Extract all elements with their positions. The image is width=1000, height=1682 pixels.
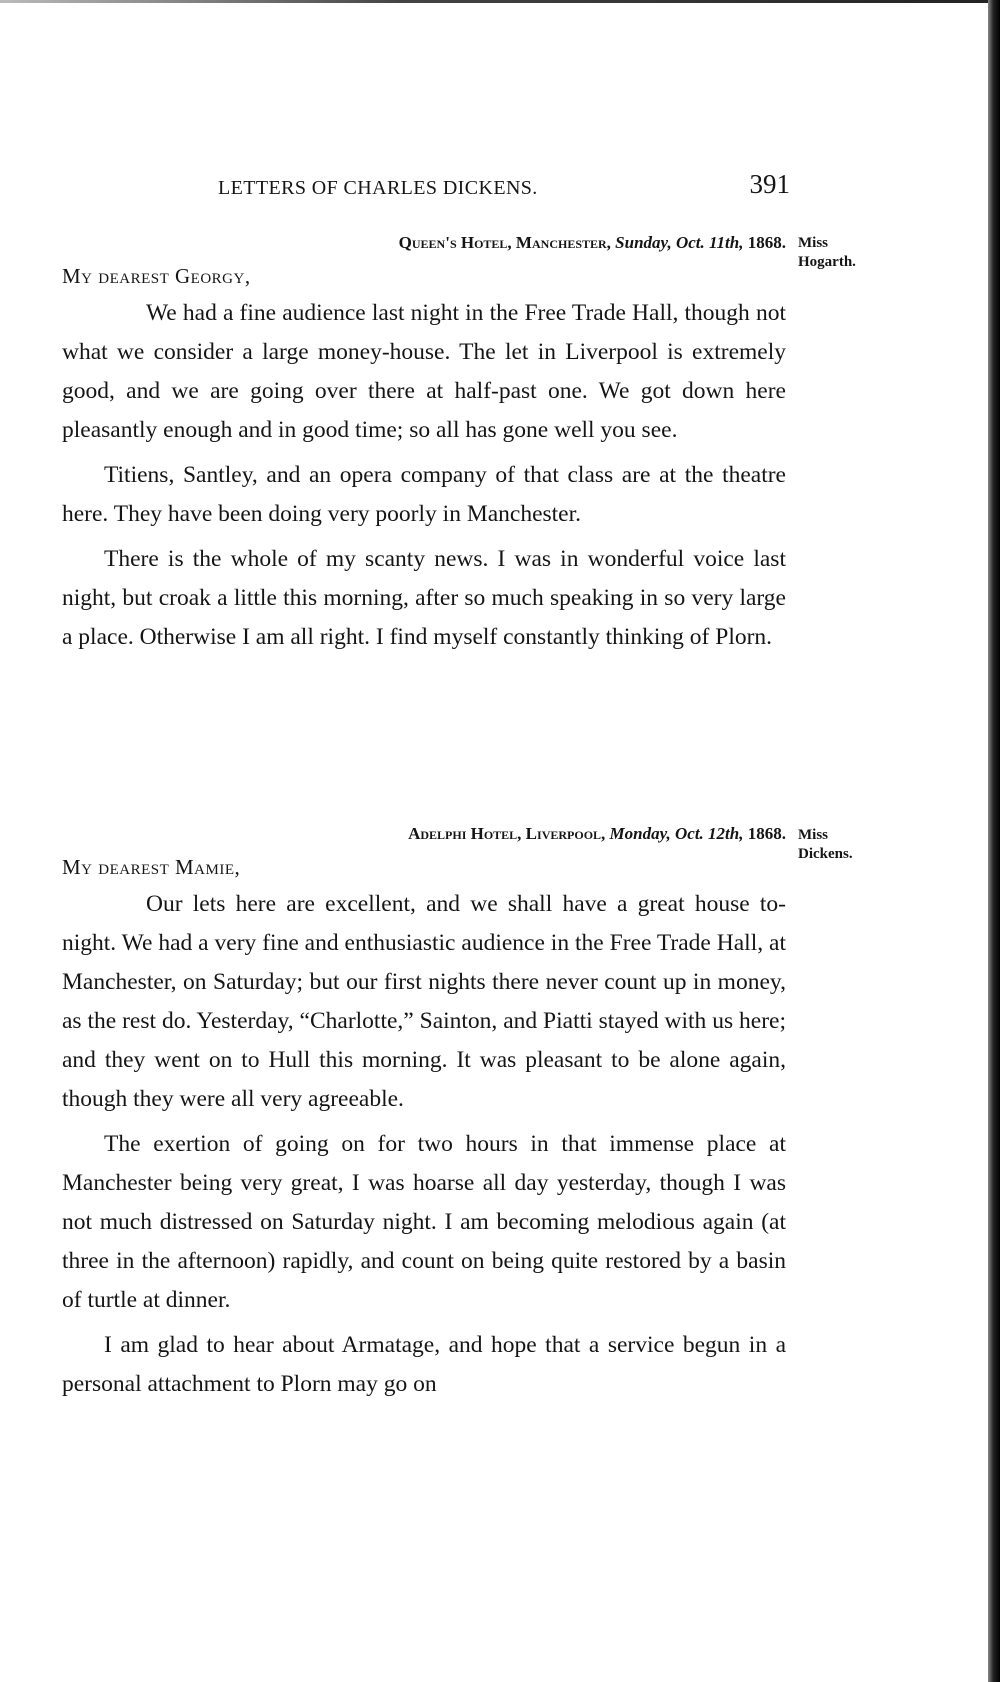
dateline-day: Sunday, Oct. 11th, [615, 233, 744, 252]
letter-salutation: My dearest Mamie, [62, 855, 241, 879]
dateline-year: 1868. [747, 233, 786, 252]
recipient-margin-note: Miss Dickens. [798, 827, 853, 862]
letter-paragraph: There is the whole of my scanty news. I was in wonderful voice last night, but croak a little this morning, after so much speaking in so very large a place. Otherwise I am all right. I find myself constantly thinking of Plorn. [62, 546, 786, 650]
page-number: 391 [749, 169, 790, 199]
page-top-edge [0, 0, 1000, 3]
letter-paragraph: Our lets here are excellent, and we shall have a great house to-night. We had a very fine and enthusiastic audience in the Free Trade Hall, at Manchester, on Saturday; but our first nights there never count up in money, as the rest do. Yesterday, “Charlotte,” Sainton, and Piatti stayed with us here; and they went on to Hull this morning. It was pleasant to be alone again, though they were all very agreeable. [62, 891, 786, 1112]
dateline-place: Queen's Hotel, Manchester, [398, 233, 611, 252]
letter-georgy [62, 232, 786, 657]
running-header [218, 166, 790, 200]
recipient-margin-note: Miss Hogarth. [798, 235, 856, 270]
letter-paragraph: The exertion of going on for two hours in that immense place at Manchester being very great, I was hoarse all day yesterday, though I was not much distressed on Saturday night. I am becoming melodious again (at three in the afternoon) rapidly, and count on being quite restored by a basin of turtle at dinner. [62, 1131, 786, 1313]
dateline-day: Monday, Oct. 12th, [609, 824, 744, 843]
page-binding-edge [988, 0, 1000, 1682]
dateline-year: 1868. [747, 824, 786, 843]
dateline-place: Adelphi Hotel, Liverpool, [408, 824, 606, 843]
letter-paragraph: Titiens, Santley, and an opera company of that class are at the theatre here. They have been doing very poorly in Manchester. [62, 462, 786, 527]
letter-dateline [62, 232, 786, 254]
letter-paragraph: We had a fine audience last night in the Free Trade Hall, though not what we consider a large money-house. The let in Liverpool is extremely good, and we are going over there at half-past one. We got down here pleasantly enough and in good time; so all has gone well you see. [62, 300, 786, 443]
letter-mamie [62, 823, 786, 1404]
letter-salutation: My dearest Georgy, [62, 264, 251, 288]
running-title: LETTERS OF CHARLES DICKENS. [218, 177, 538, 199]
letter-paragraph: I am glad to hear about Armatage, and hope that a service begun in a personal attachment to Plorn may go on [62, 1332, 786, 1397]
letter-dateline [62, 823, 786, 845]
